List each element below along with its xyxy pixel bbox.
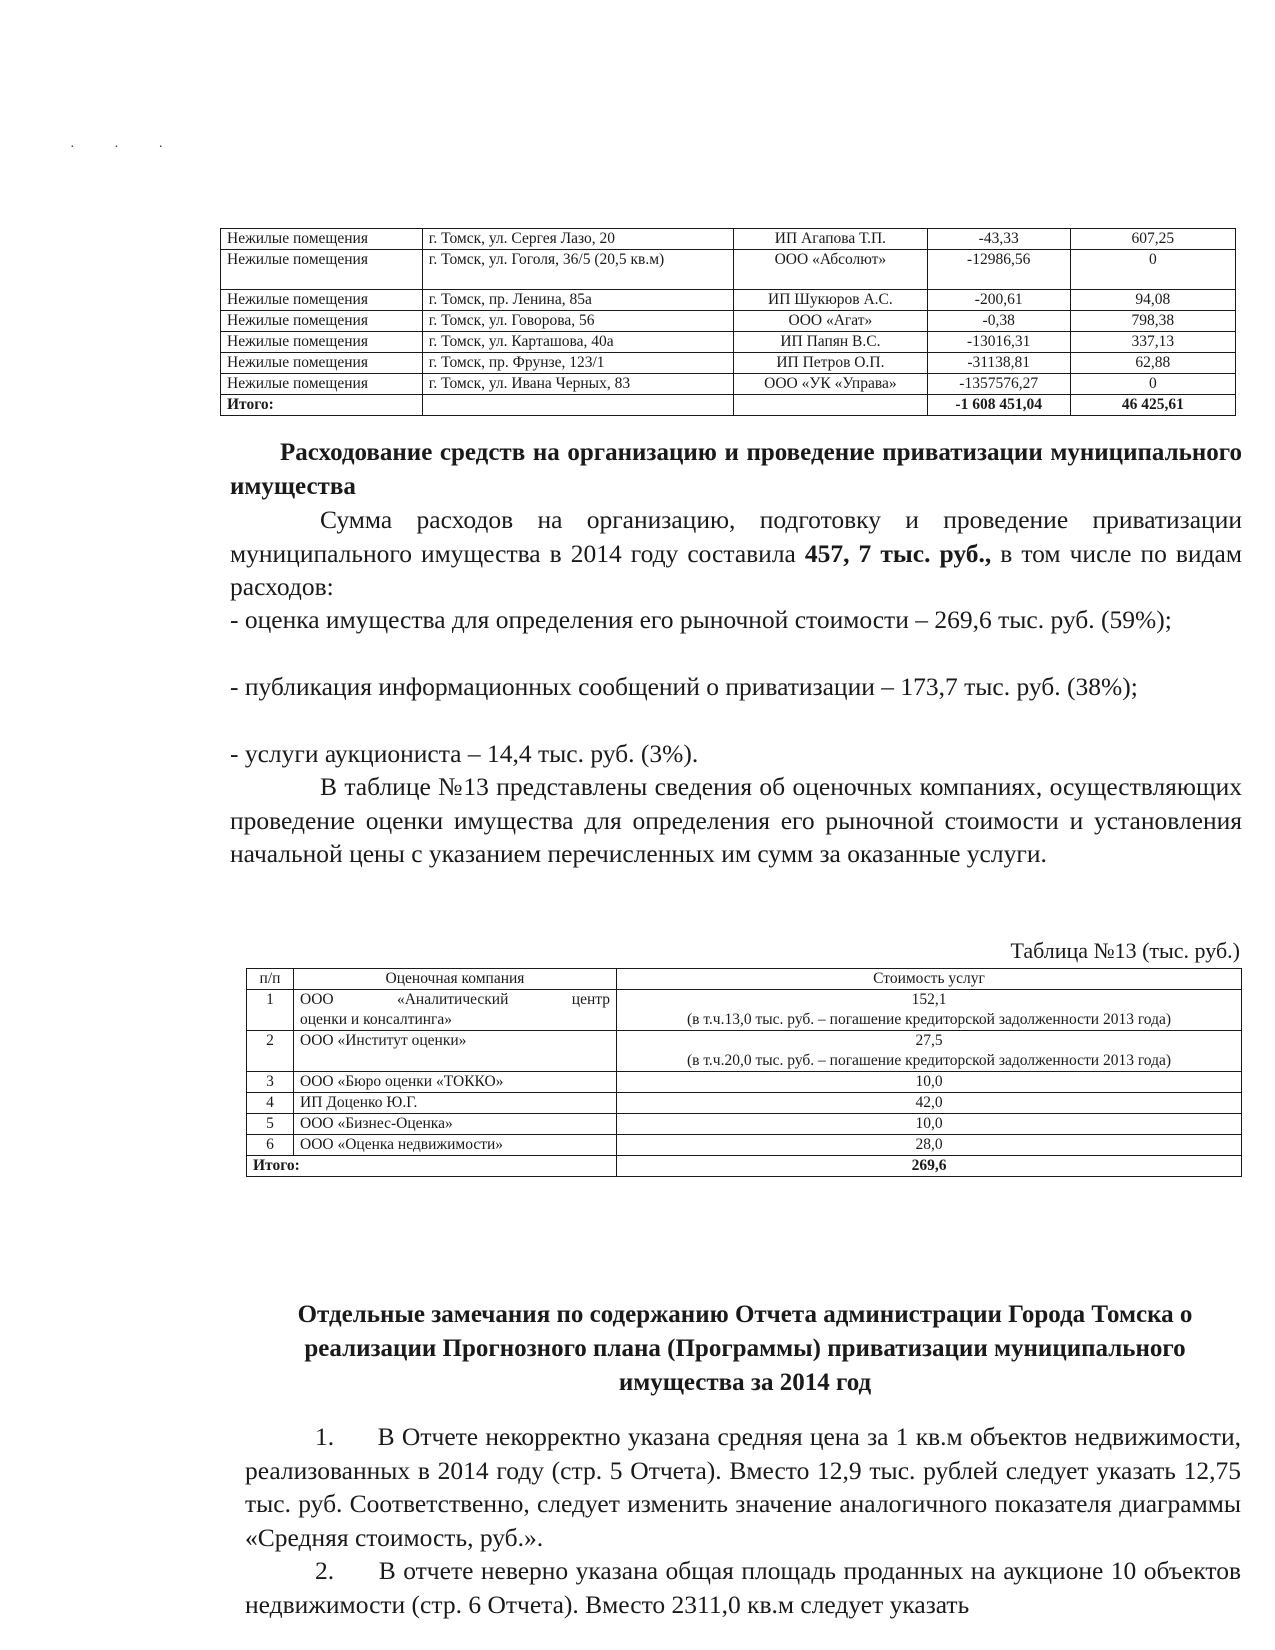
table-total-row xyxy=(221,395,1236,416)
table-row xyxy=(221,250,1236,290)
table-cell: ИП Папян В.С. xyxy=(734,332,928,353)
row-company: ООО «Бюро оценки «ТОККО» xyxy=(294,1072,617,1093)
row-company: ООО «Институт оценки» xyxy=(294,1031,617,1072)
list-item: - публикация информационных сообщений о приватизации – 173,7 тыс. руб. (38%); xyxy=(230,672,1138,701)
table-cell: 94,08 xyxy=(1070,290,1235,311)
intro-text: Сумма расходов на организацию, подготовку и проведение приватизации муниципального имущества в 2014 году составила xyxy=(230,505,1242,568)
row-company: ООО «Оценка недвижимости» xyxy=(294,1135,617,1156)
table-cell: г. Томск, ул. Ивана Черных, 83 xyxy=(422,374,733,395)
company-line xyxy=(300,990,610,1010)
header-company: Оценочная компания xyxy=(294,969,617,990)
table-row xyxy=(247,1031,1242,1072)
table-cell: ООО «УК «Управа» xyxy=(734,374,928,395)
company-line: оценки и консалтинга» xyxy=(300,1011,453,1028)
intro-tail: в том числе по видам расходов: xyxy=(230,538,1243,601)
table-row xyxy=(221,311,1236,332)
remark-item: 2. В отчете неверно указана общая площадь проданных на аукционе 10 объектов недвижимости (стр. 6 Отчета). Вместо 2311,0 кв.м следует указать xyxy=(245,1556,1248,1619)
table-row xyxy=(247,1072,1242,1093)
table-row xyxy=(221,290,1236,311)
table-cell: ИП Шукюров А.С. xyxy=(734,290,928,311)
table-cell: Нежилые помещения xyxy=(221,250,423,290)
total-label: Итого: xyxy=(247,1156,617,1177)
table-cell: -1357576,27 xyxy=(927,374,1070,395)
table-cell: ООО «Абсолют» xyxy=(734,250,928,290)
table-cell xyxy=(734,395,928,416)
row-cost xyxy=(617,1031,1242,1072)
total-overpay: 46 425,61 xyxy=(1070,395,1235,416)
table-cell: -200,61 xyxy=(927,290,1070,311)
header-cost: Стоимость услуг xyxy=(617,969,1242,990)
table-row xyxy=(221,332,1236,353)
cost-note: (в т.ч.20,0 тыс. руб. – погашение кредиторской задолженности 2013 года) xyxy=(686,1052,1172,1069)
table-cell: ИП Агапова Т.П. xyxy=(734,229,928,250)
list-item: - услуги аукциониста – 14,4 тыс. руб. (3%). xyxy=(230,739,699,768)
table-cell: Нежилые помещения xyxy=(221,290,423,311)
table-cell: г. Томск, ул. Гоголя, 36/5 (20,5 кв.м) xyxy=(422,250,733,290)
table-cell: ООО «Агат» xyxy=(734,311,928,332)
row-cost: 10,0 xyxy=(617,1114,1242,1135)
table-row xyxy=(221,353,1236,374)
company-word: «Аналитический xyxy=(396,991,509,1008)
intro-total: 457, 7 тыс. руб., xyxy=(804,538,992,568)
appraisal-companies-table xyxy=(246,968,1242,1177)
table-row xyxy=(247,1093,1242,1114)
table-cell: г. Томск, ул. Сергея Лазо, 20 xyxy=(422,229,733,250)
table-cell: 337,13 xyxy=(1070,332,1235,353)
table-row xyxy=(247,1114,1242,1135)
table-cell: -43,33 xyxy=(927,229,1070,250)
table-cell: ИП Петров О.П. xyxy=(734,353,928,374)
row-num: 1 xyxy=(247,990,294,1031)
total-cost: 269,6 xyxy=(617,1156,1242,1177)
debts-table xyxy=(220,228,1236,416)
table-cell: 62,88 xyxy=(1070,353,1235,374)
section-heading: Отдельные замечания по содержанию Отчета администрации Города Томска о реализации Прогнозного плана (Программы) приватизации муниципального имущества за 2014 год xyxy=(297,1301,1193,1396)
row-company: ИП Доценко Ю.Г. xyxy=(294,1093,617,1114)
table-cell xyxy=(422,395,733,416)
row-cost: 28,0 xyxy=(617,1135,1242,1156)
table-cell: г. Томск, ул. Карташова, 40а xyxy=(422,332,733,353)
table-cell: Нежилые помещения xyxy=(221,229,423,250)
table-cell: 0 xyxy=(1070,250,1235,290)
table-cell: -13016,31 xyxy=(927,332,1070,353)
table-cell: Нежилые помещения xyxy=(221,332,423,353)
scan-specks: · · · xyxy=(70,140,181,155)
table-cell: 607,25 xyxy=(1070,229,1235,250)
row-num: 5 xyxy=(247,1114,294,1135)
table-cell: 798,38 xyxy=(1070,311,1235,332)
table-total-row xyxy=(247,1156,1242,1177)
table-cell: г. Томск, ул. Говорова, 56 xyxy=(422,311,733,332)
row-company xyxy=(294,990,617,1031)
table-cell: Нежилые помещения xyxy=(221,374,423,395)
section-heading: Расходование средств на организацию и проведение приватизации муниципального имущества xyxy=(230,439,1242,500)
cost-value: 152,1 xyxy=(911,991,947,1008)
table-cell: Нежилые помещения xyxy=(221,311,423,332)
table-row xyxy=(221,229,1236,250)
cost-value: 27,5 xyxy=(915,1032,943,1049)
table-cell: Нежилые помещения xyxy=(221,353,423,374)
total-label: Итого: xyxy=(221,395,423,416)
row-num: 6 xyxy=(247,1135,294,1156)
table-row xyxy=(221,374,1236,395)
table-header-row xyxy=(247,969,1242,990)
table-cell: -0,38 xyxy=(927,311,1070,332)
row-cost: 42,0 xyxy=(617,1093,1242,1114)
row-cost xyxy=(617,990,1242,1031)
list-item: - оценка имущества для определения его рыночной стоимости – 269,6 тыс. руб. (59%); xyxy=(230,605,1172,634)
table-cell: г. Томск, пр. Фрунзе, 123/1 xyxy=(422,353,733,374)
company-word: ООО xyxy=(300,991,334,1008)
paragraph-table-intro: В таблице №13 представлены сведения об оценочных компаниях, осуществляющих проведение оценки имущества для определения его рыночной стоимости и установления начальной цены с указанием перечисленных им сумм за оказанные услуги. xyxy=(230,772,1242,868)
row-cost: 10,0 xyxy=(617,1072,1242,1093)
table-cell: г. Томск, пр. Ленина, 85а xyxy=(422,290,733,311)
table-cell: 0 xyxy=(1070,374,1235,395)
cost-note: (в т.ч.13,0 тыс. руб. – погашение кредиторской задолженности 2013 года) xyxy=(686,1011,1172,1028)
table-caption: Таблица №13 (тыс. руб.) xyxy=(1010,938,1240,963)
remark-item: 1. В Отчете некорректно указана средняя цена за 1 кв.м объектов недвижимости, реализованных в 2014 году (стр. 5 Отчета). Вместо 12,9 тыс. рублей следует указать 12,75 тыс. руб. Соответственно, следует изменить значение аналогичного показателя диаграммы «Средняя стоимость, руб.». xyxy=(245,1422,1248,1552)
company-word: центр xyxy=(571,991,610,1008)
table-cell: -12986,56 xyxy=(927,250,1070,290)
paragraph-intro xyxy=(230,503,1242,604)
table-row xyxy=(247,990,1242,1031)
row-num: 2 xyxy=(247,1031,294,1072)
table-cell: -31138,81 xyxy=(927,353,1070,374)
row-company: ООО «Бизнес-Оценка» xyxy=(294,1114,617,1135)
row-num: 4 xyxy=(247,1093,294,1114)
header-num: п/п xyxy=(247,969,294,990)
table-row xyxy=(247,1135,1242,1156)
total-debt: -1 608 451,04 xyxy=(927,395,1070,416)
row-num: 3 xyxy=(247,1072,294,1093)
